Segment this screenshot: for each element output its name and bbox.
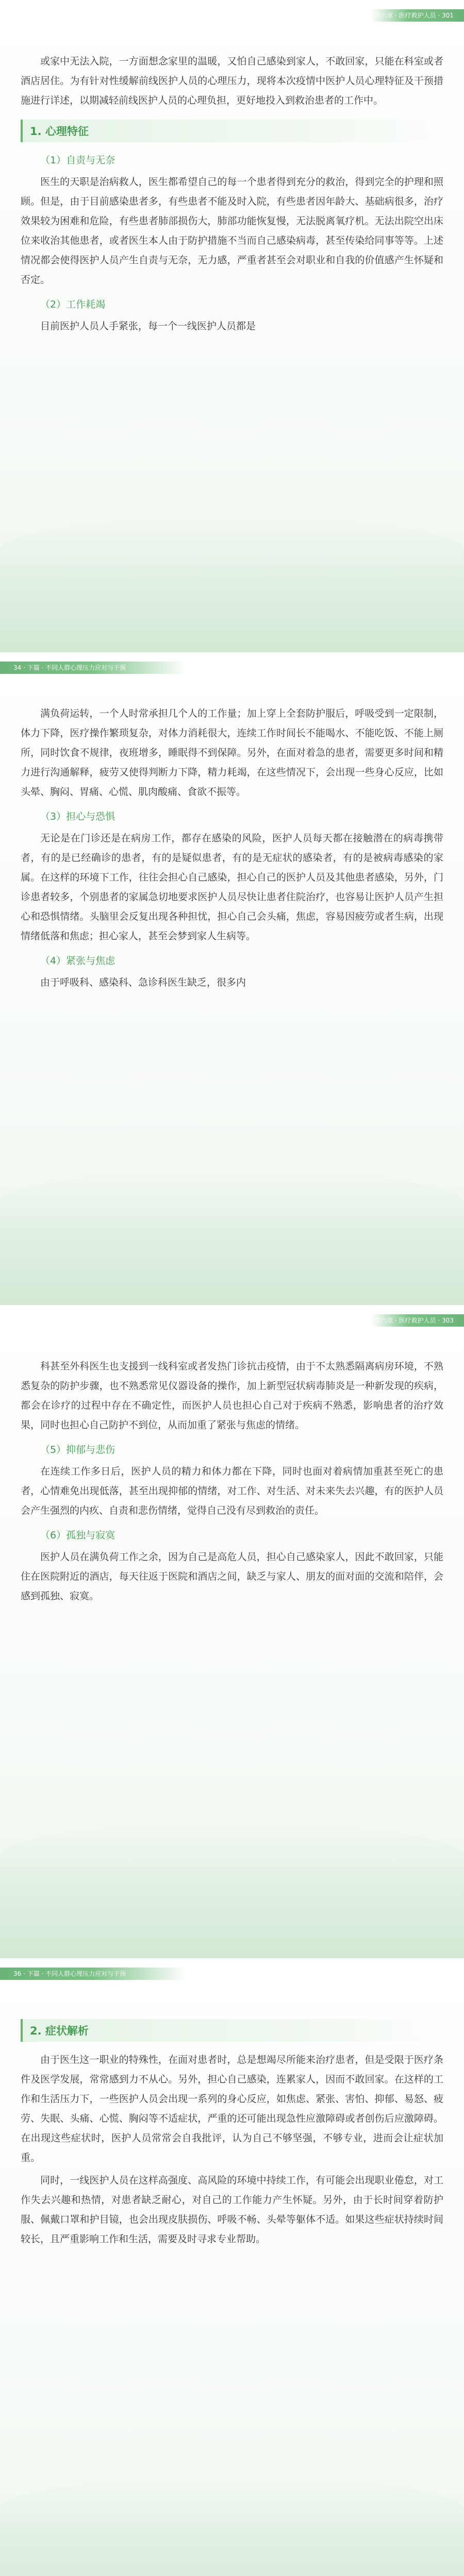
- paragraph: 医护人员在满负荷工作之余，因为自己是高危人员，担心自己感染家人，因此不敢回家，只能住在医院附近的酒店，每天往返于医院和酒店之间，缺乏与家人、朋友的面对面的交流和陪伴，会感到孤独、寂寞。: [21, 1551, 443, 1602]
- page-4: [0, 1958, 464, 2576]
- sub-heading: （6）孤独与寂寞: [40, 1530, 115, 1541]
- sub-heading: （3）担心与恐惧: [40, 811, 115, 822]
- section-heading: [21, 120, 443, 142]
- paragraph: 目前医护人员人手紧张，每一个一线医护人员都是: [40, 320, 256, 332]
- page-decoration: [0, 1171, 464, 1305]
- paragraph: 由于呼吸科、感染科、急诊科医生缺乏，很多内: [40, 977, 246, 988]
- paragraph: 同时，一线医护人员在这样高强度、高风险的环境中持续工作，有可能会出现职业倦怠，对工作失去兴趣和热情，对患者缺乏耐心，对自己的工作能力产生怀疑。另外，由于长时间穿着防护服、佩戴口罩和护目镜，也会出现皮肤损伤、呼吸不畅、头晕等躯体不适。如果这些症状持续时间较长，且严重影响工作和生活，需要及时寻求专业帮助。: [21, 2175, 443, 2245]
- paragraph: 医生的天职是治病救人，医生都希望自己的每一个患者得到充分的救治，得到完全的护理和照顾。但是，由于目前感染患者多，有些患者不能及时入院，有些患者因年龄大、基础病很多，治疗效果较为困难和危险，有些患者肺部损伤大，肺部功能恢复慢，无法脱离氧疗机。无法出院空出床位来收治其他患者，或者医生本人由于防护措施不当而自己感染病毒，甚至传染给同事等等。上述情况都会使得医护人员产生自责与无奈，无力感，严重者甚至会对职业和自我的价值感产生怀疑和否定。: [21, 176, 443, 285]
- section-heading-label: 2. 症状解析: [30, 2025, 89, 2037]
- page-decoration: [0, 1824, 464, 1958]
- page-content: [21, 1357, 443, 1609]
- page-content: [21, 52, 443, 339]
- sub-heading: （1）自责与无奈: [40, 155, 115, 166]
- page-3: [0, 1305, 464, 1958]
- paragraph: 科甚至外科医生也支援到一线科室或者发热门诊抗击疫情，由于不太熟悉隔离病房环境，不熟悉复杂的防护步骤，也不熟悉常见仪器设备的操作，加上新型冠状病毒肺炎是一种新发现的疾病，都会在诊疗的过程中存在不确定性，而医护人员也担心自己对于疾病不熟悉，影响患者的治疗效果，同时也担心自己防护不到位，从而加重了紧张与焦虑的情绪。: [21, 1361, 443, 1431]
- section-heading-label: 1. 心理特征: [30, 125, 89, 138]
- paragraph: 无论是在门诊还是在病房工作，都存在感染的风险，医护人员每天都在接触潜在的病毒携带者，有的是已经确诊的患者，有的是疑似患者，有的是无症状的感染者，有的是被病毒感染的家属。在这样的环境下工作，往往会担心自己感染，担心自己的医护人员及其他患者感染，另外，门诊患者较多，个别患者的家属急切地要求医护人员尽快让患者住院治疗，也容易让医护人员产生担心和恐惧情绪。头脑里会反复出现各种担忧，担心自己会头痛，焦虑，容易因疲劳或者生病，出现情绪低落和焦虑；担心家人，甚至会梦到家人生病等。: [21, 833, 443, 942]
- running-header: 36 · 下篇 · 不同人群心理压力应对与干预: [0, 1968, 186, 1980]
- sub-heading: （5）抑郁与悲伤: [40, 1444, 115, 1455]
- page-decoration: [0, 518, 464, 652]
- paragraph: 满负荷运转，一个人时常承担几个人的工作量；加上穿上全套防护服后，呼吸受到一定限制，体力下降，医疗操作繁琐复杂，对体力消耗很大，连续工作时间长不能喝水、不能吃饭、不能上厕所，同时饮食不规律，夜班增多，睡眠得不到保障。另外，在面对着急的患者，需要更多时间和精力进行沟通解释，疲劳又使得判断力下降，精力耗竭，在这些情况下，会出现一些身心反应，比如头晕、胸闷、胃痛、心慌、肌肉酸痛、食欲不振等。: [21, 708, 443, 798]
- running-header: 第六章 · 医疗救护人员 · 301: [371, 9, 464, 22]
- page-2: [0, 652, 464, 1305]
- paragraph: 或家中无法入院，一方面想念家里的温暖，又怕自己感染到家人，不敢回家，只能在科室或者酒店居住。为有针对性缓解前线医护人员的心理压力，现将本次疫情中医护人员心理特征及干预措施进行详述，以期减轻前线医护人员的心理负担，更好地投入到救治患者的工作中。: [21, 56, 443, 106]
- sub-heading: （4）紧张与焦虑: [40, 955, 115, 967]
- page-content: [21, 704, 443, 995]
- paragraph: 在连续工作多日后，医护人员的精力和体力都在下降，同时也面对着病情加重甚至死亡的患者，心情难免出现低落，甚至出现抑郁的情绪，对工作、对生活、对未来失去兴趣，有的医护人员会产生强烈的内疚、自责和悲伤情绪，觉得自己没有尽到救治的责任。: [21, 1466, 443, 1516]
- section-heading: [21, 2019, 443, 2042]
- page-1: [0, 0, 464, 652]
- paragraph: 由于医生这一职业的特殊性，在面对患者时，总是想竭尽所能来治疗患者，但是受限于医疗条件及医学发展，常常感到力不从心。另外，担心自己感染，连累家人，因而不敢回家。在这样的工作和生活压力下，一些医护人员会出现一系列的身心反应，如焦虑、紧张、害怕、抑郁、易怒、疲劳、失眠、头痛、心慌、胸闷等不适症状，严重的还可能出现急性应激障碍或者创伤后应激障碍。在出现这些症状时，医护人员常常会自我批评，认为自己不够坚强，不够专业，进而会让症状加重。: [21, 2054, 443, 2163]
- running-header: 第六章 · 医疗救护人员 · 303: [371, 1314, 464, 1327]
- page-decoration: [0, 2478, 464, 2576]
- page-content: [21, 2010, 443, 2252]
- sub-heading: （2）工作耗竭: [40, 299, 106, 310]
- running-header: 34 · 下篇 · 不同人群心理压力应对与干预: [0, 662, 186, 674]
